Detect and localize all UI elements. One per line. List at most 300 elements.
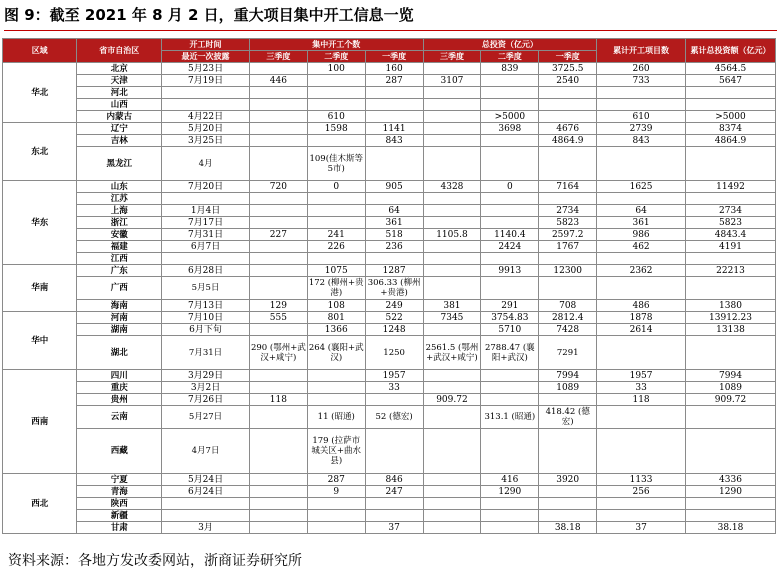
start-date-cell: 5月24日 [162,474,250,486]
cum-investment-cell [686,253,776,265]
count-q3-cell [249,253,307,265]
count-q3-cell [249,241,307,253]
invest-q1-cell: 4864.9 [539,135,597,147]
invest-q1-cell [539,394,597,406]
invest-q1-cell: 7291 [539,336,597,370]
table-row [3,99,776,111]
invest-q3-cell [423,486,481,498]
invest-q1-cell: 2540 [539,75,597,87]
invest-q1-cell: 7164 [539,181,597,193]
table-row [3,277,776,300]
cum-investment-cell: 7994 [686,370,776,382]
count-q2-cell [307,253,365,265]
invest-q2-cell [481,429,539,474]
count-q2-cell [307,193,365,205]
count-q2-cell [307,99,365,111]
count-q2-cell: 264 (襄阳+武汉) [307,336,365,370]
cum-projects-cell: 1878 [597,312,686,324]
invest-q3-cell [423,498,481,510]
invest-q3-cell [423,474,481,486]
province-cell: 江苏 [77,193,162,205]
province-cell: 上海 [77,205,162,217]
cum-projects-cell [597,429,686,474]
start-date-cell: 3月29日 [162,370,250,382]
cum-projects-cell: 986 [597,229,686,241]
cum-projects-cell: 486 [597,300,686,312]
table-row [3,429,776,474]
invest-q3-cell [423,382,481,394]
count-q2-cell [307,205,365,217]
start-date-cell [162,253,250,265]
cum-projects-cell: 843 [597,135,686,147]
cum-investment-cell: 1089 [686,382,776,394]
header-province: 省市自治区 [77,39,162,63]
cum-projects-cell: 64 [597,205,686,217]
province-cell: 青海 [77,486,162,498]
invest-q1-cell: 7994 [539,370,597,382]
start-date-cell: 6月28日 [162,265,250,277]
invest-q2-cell [481,394,539,406]
count-q1-cell [365,111,423,123]
invest-q2-cell [481,277,539,300]
count-q2-cell: 287 [307,474,365,486]
invest-q1-cell: 1089 [539,382,597,394]
cum-investment-cell: 11492 [686,181,776,193]
cum-projects-cell [597,498,686,510]
table-row [3,147,776,181]
province-cell: 贵州 [77,394,162,406]
cum-projects-cell [597,336,686,370]
count-q1-cell [365,253,423,265]
province-cell: 四川 [77,370,162,382]
table-body [3,63,776,534]
invest-q1-cell [539,87,597,99]
invest-q3-cell [423,510,481,522]
invest-q3-cell: 381 [423,300,481,312]
count-q2-cell [307,217,365,229]
start-date-cell: 6月7日 [162,241,250,253]
count-q3-cell [249,217,307,229]
invest-q2-cell: 0 [481,181,539,193]
cum-projects-cell: 2362 [597,265,686,277]
invest-q1-cell [539,486,597,498]
invest-q1-cell: 418.42 (德宏) [539,406,597,429]
start-date-cell: 5月20日 [162,123,250,135]
count-q1-cell: 905 [365,181,423,193]
start-date-cell: 4月7日 [162,429,250,474]
invest-q3-cell [423,429,481,474]
count-q1-cell: 52 (德宏) [365,406,423,429]
count-q2-cell: 1075 [307,265,365,277]
invest-q2-cell: 1290 [481,486,539,498]
table-row [3,312,776,324]
start-date-cell: 7月26日 [162,394,250,406]
province-cell: 北京 [77,63,162,75]
region-cell: 华东 [3,181,77,265]
start-date-cell: 7月31日 [162,229,250,241]
table-row [3,75,776,87]
count-q3-cell [249,406,307,429]
count-q2-cell: 9 [307,486,365,498]
cum-projects-cell: 37 [597,522,686,534]
title-divider [4,30,777,31]
invest-q3-cell [423,193,481,205]
cum-investment-cell [686,498,776,510]
count-q2-cell: 109(佳木斯等5市) [307,147,365,181]
count-q3-cell: 720 [249,181,307,193]
province-cell: 河南 [77,312,162,324]
table-row [3,123,776,135]
invest-q2-cell: 313.1 (昭通) [481,406,539,429]
start-date-cell: 3月25日 [162,135,250,147]
invest-q2-cell [481,99,539,111]
count-q2-cell: 801 [307,312,365,324]
count-q3-cell [249,193,307,205]
invest-q3-cell [423,217,481,229]
cum-investment-cell: 5823 [686,217,776,229]
start-date-cell: 6月24日 [162,486,250,498]
province-cell: 福建 [77,241,162,253]
count-q3-cell [249,486,307,498]
cum-projects-cell: 1957 [597,370,686,382]
table-row [3,63,776,75]
table-row [3,241,776,253]
province-cell: 陕西 [77,498,162,510]
table-row [3,324,776,336]
count-q2-cell [307,87,365,99]
start-date-cell: 3月 [162,522,250,534]
cum-investment-cell: 909.72 [686,394,776,406]
table-row [3,87,776,99]
province-cell: 江西 [77,253,162,265]
invest-q2-cell: >5000 [481,111,539,123]
count-q1-cell: 518 [365,229,423,241]
table-row [3,382,776,394]
invest-q1-cell: 12300 [539,265,597,277]
header-count-q1: 一季度 [365,51,423,63]
count-q1-cell [365,394,423,406]
cum-investment-cell: 13138 [686,324,776,336]
cum-investment-cell [686,336,776,370]
invest-q2-cell: 1140.4 [481,229,539,241]
region-cell: 西北 [3,474,77,534]
start-date-cell: 3月2日 [162,382,250,394]
table-row [3,205,776,217]
count-q3-cell [249,147,307,181]
province-cell: 内蒙古 [77,111,162,123]
count-q3-cell [249,370,307,382]
region-cell: 东北 [3,123,77,181]
cum-projects-cell: 2614 [597,324,686,336]
table-row [3,253,776,265]
invest-q3-cell: 4328 [423,181,481,193]
cum-investment-cell: 4564.5 [686,63,776,75]
invest-q1-cell: 7428 [539,324,597,336]
cum-investment-cell [686,147,776,181]
invest-q3-cell [423,265,481,277]
invest-q1-cell: 2812.4 [539,312,597,324]
province-cell: 新疆 [77,510,162,522]
count-q1-cell: 361 [365,217,423,229]
invest-q3-cell [423,63,481,75]
invest-q1-cell: 4676 [539,123,597,135]
header-cum-projects: 累计开工项目数 [597,39,686,63]
count-q1-cell: 843 [365,135,423,147]
header-start-time: 开工时间 [162,39,250,51]
count-q3-cell [249,87,307,99]
cum-projects-cell: 118 [597,394,686,406]
table-row [3,265,776,277]
invest-q3-cell [423,324,481,336]
count-q3-cell: 129 [249,300,307,312]
count-q3-cell [249,522,307,534]
cum-projects-cell: 733 [597,75,686,87]
cum-investment-cell: 1290 [686,486,776,498]
count-q1-cell: 1287 [365,265,423,277]
table-row [3,193,776,205]
invest-q1-cell: 2597.2 [539,229,597,241]
table-row [3,370,776,382]
count-q2-cell: 1366 [307,324,365,336]
cum-projects-cell [597,193,686,205]
invest-q2-cell [481,193,539,205]
invest-q2-cell [481,87,539,99]
invest-q1-cell [539,510,597,522]
invest-q2-cell [481,75,539,87]
count-q1-cell: 846 [365,474,423,486]
count-q1-cell: 37 [365,522,423,534]
count-q3-cell: 118 [249,394,307,406]
count-q3-cell [249,63,307,75]
count-q1-cell: 249 [365,300,423,312]
table-row [3,474,776,486]
invest-q3-cell [423,406,481,429]
province-cell: 广西 [77,277,162,300]
start-date-cell [162,99,250,111]
table-row [3,486,776,498]
count-q1-cell: 522 [365,312,423,324]
cum-investment-cell [686,277,776,300]
start-date-cell: 5月5日 [162,277,250,300]
count-q1-cell [365,87,423,99]
count-q2-cell: 0 [307,181,365,193]
cum-projects-cell: 610 [597,111,686,123]
start-date-cell [162,193,250,205]
count-q1-cell: 1957 [365,370,423,382]
cum-investment-cell [686,429,776,474]
invest-q3-cell: 1105.8 [423,229,481,241]
cum-investment-cell: 13912.23 [686,312,776,324]
table-row [3,229,776,241]
count-q1-cell: 64 [365,205,423,217]
invest-q1-cell [539,498,597,510]
start-date-cell: 4月22日 [162,111,250,123]
count-q1-cell [365,510,423,522]
count-q3-cell [249,510,307,522]
invest-q2-cell: 416 [481,474,539,486]
cum-projects-cell [597,510,686,522]
count-q3-cell [249,382,307,394]
cum-projects-cell [597,99,686,111]
invest-q1-cell [539,429,597,474]
table-row [3,394,776,406]
count-q3-cell: 227 [249,229,307,241]
count-q1-cell: 33 [365,382,423,394]
start-date-cell: 7月19日 [162,75,250,87]
count-q1-cell [365,498,423,510]
cum-projects-cell: 33 [597,382,686,394]
invest-q3-cell [423,370,481,382]
count-q2-cell: 241 [307,229,365,241]
invest-q2-cell [481,205,539,217]
invest-q2-cell: 291 [481,300,539,312]
invest-q3-cell [423,87,481,99]
cum-investment-cell: 8374 [686,123,776,135]
invest-q1-cell [539,193,597,205]
start-date-cell: 4月 [162,147,250,181]
province-cell: 湖北 [77,336,162,370]
count-q2-cell [307,382,365,394]
province-cell: 湖南 [77,324,162,336]
header-invest-q1: 一季度 [539,51,597,63]
province-cell: 山西 [77,99,162,111]
count-q3-cell [249,205,307,217]
count-q1-cell: 236 [365,241,423,253]
count-q2-cell: 226 [307,241,365,253]
count-q3-cell [249,135,307,147]
invest-q3-cell: 909.72 [423,394,481,406]
count-q3-cell [249,123,307,135]
count-q3-cell [249,474,307,486]
invest-q3-cell [423,147,481,181]
table-row [3,217,776,229]
start-date-cell: 7月13日 [162,300,250,312]
invest-q1-cell: 708 [539,300,597,312]
invest-q1-cell [539,147,597,181]
invest-q2-cell [481,522,539,534]
count-q2-cell [307,75,365,87]
header-region: 区域 [3,39,77,63]
province-cell: 浙江 [77,217,162,229]
count-q2-cell: 610 [307,111,365,123]
count-q1-cell [365,147,423,181]
province-cell: 黑龙江 [77,147,162,181]
region-cell: 华北 [3,63,77,123]
table-row [3,498,776,510]
cum-investment-cell: 4336 [686,474,776,486]
invest-q2-cell: 2424 [481,241,539,253]
start-date-cell: 6月下旬 [162,324,250,336]
invest-q1-cell [539,111,597,123]
start-date-cell: 7月31日 [162,336,250,370]
province-cell: 河北 [77,87,162,99]
invest-q3-cell [423,277,481,300]
header-cum-investment: 累计总投资额（亿元） [686,39,776,63]
count-q1-cell [365,193,423,205]
cum-projects-cell [597,147,686,181]
invest-q2-cell: 839 [481,63,539,75]
count-q2-cell: 108 [307,300,365,312]
invest-q3-cell [423,111,481,123]
start-date-cell: 7月20日 [162,181,250,193]
invest-q3-cell: 3107 [423,75,481,87]
table-row [3,406,776,429]
header-project-count: 集中开工个数 [249,39,423,51]
invest-q3-cell [423,135,481,147]
cum-projects-cell [597,87,686,99]
province-cell: 甘肃 [77,522,162,534]
cum-investment-cell: 1380 [686,300,776,312]
count-q2-cell [307,498,365,510]
count-q3-cell: 446 [249,75,307,87]
invest-q1-cell: 3920 [539,474,597,486]
region-cell: 西南 [3,370,77,474]
cum-investment-cell [686,193,776,205]
cum-investment-cell: 5647 [686,75,776,87]
count-q3-cell [249,99,307,111]
cum-projects-cell: 361 [597,217,686,229]
start-date-cell: 1月4日 [162,205,250,217]
cum-projects-cell [597,406,686,429]
count-q1-cell: 1248 [365,324,423,336]
cum-investment-cell: 4843.4 [686,229,776,241]
cum-projects-cell: 1133 [597,474,686,486]
invest-q2-cell [481,382,539,394]
province-cell: 吉林 [77,135,162,147]
province-cell: 西藏 [77,429,162,474]
invest-q3-cell [423,522,481,534]
invest-q3-cell [423,253,481,265]
count-q2-cell [307,135,365,147]
table-row [3,510,776,522]
cum-investment-cell [686,99,776,111]
count-q2-cell: 11 (昭通) [307,406,365,429]
header-count-q2: 二季度 [307,51,365,63]
invest-q1-cell: 3725.5 [539,63,597,75]
cum-projects-cell [597,253,686,265]
invest-q1-cell [539,253,597,265]
province-cell: 天津 [77,75,162,87]
table-row [3,181,776,193]
count-q2-cell [307,510,365,522]
table-row [3,111,776,123]
invest-q3-cell [423,205,481,217]
invest-q2-cell: 3754.83 [481,312,539,324]
invest-q3-cell [423,99,481,111]
invest-q3-cell: 7345 [423,312,481,324]
invest-q2-cell [481,253,539,265]
region-cell: 华南 [3,265,77,312]
cum-investment-cell [686,510,776,522]
count-q2-cell: 172 (柳州+贵港) [308,278,364,298]
invest-q1-cell: 1767 [539,241,597,253]
region-cell: 华中 [3,312,77,370]
start-date-cell [162,498,250,510]
invest-q1-cell: 5823 [539,217,597,229]
invest-q2-cell [481,510,539,522]
province-cell: 广东 [77,265,162,277]
cum-investment-cell [686,406,776,429]
invest-q2-cell: 2788.47 (襄阳+武汉) [481,336,539,370]
count-q3-cell [249,277,307,300]
table-row [3,300,776,312]
invest-q3-cell: 2561.5 (鄂州+武汉+咸宁) [423,336,481,370]
invest-q1-cell [539,99,597,111]
invest-q2-cell: 9913 [481,265,539,277]
header-investment: 总投资（亿元） [423,39,597,51]
count-q1-cell: 306.33 (柳州+贵港) [365,277,423,300]
invest-q2-cell [481,217,539,229]
